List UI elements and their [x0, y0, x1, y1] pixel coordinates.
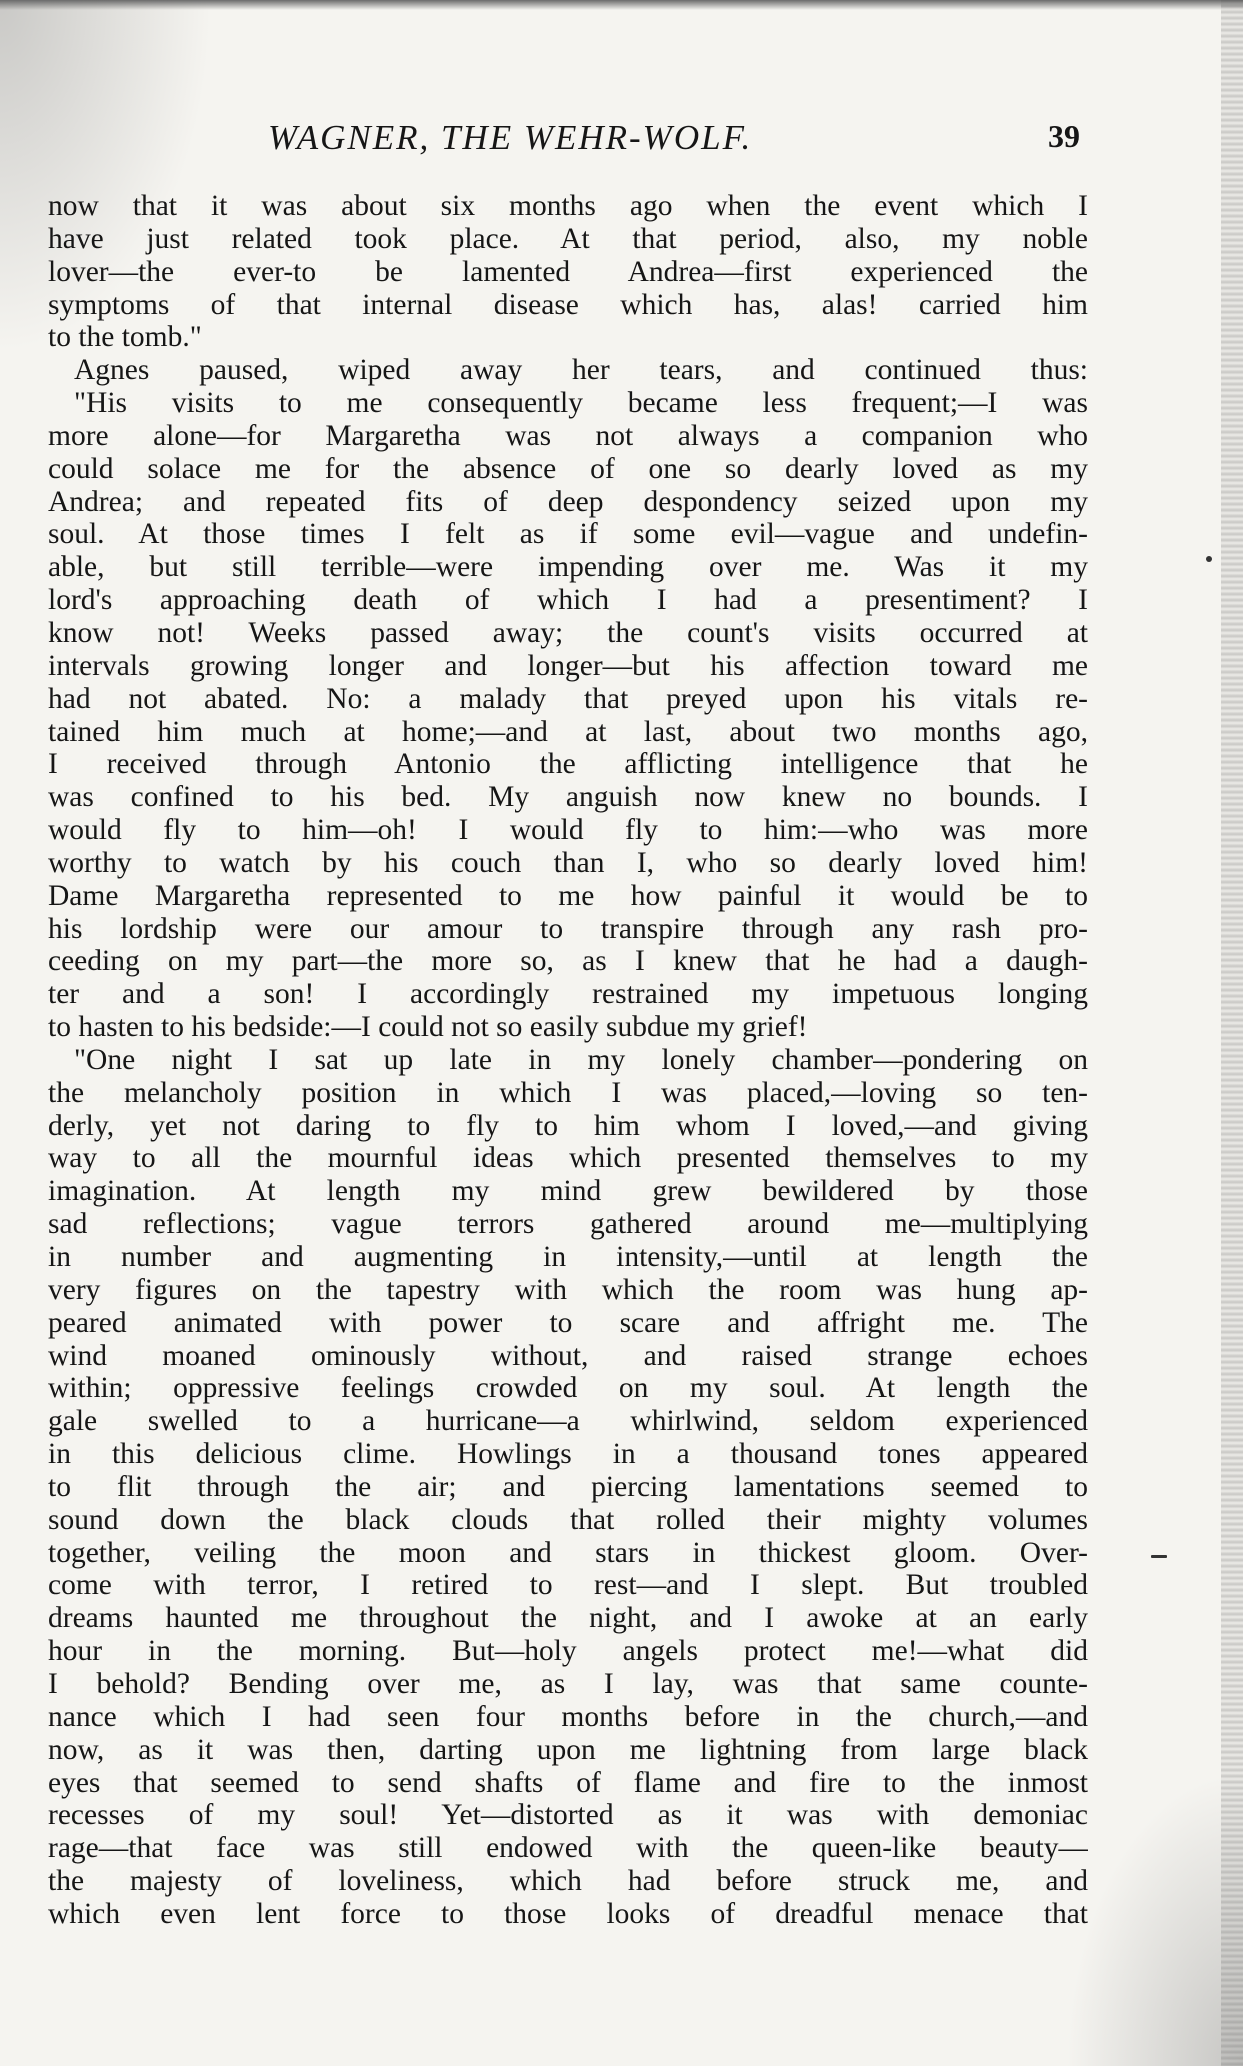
- text-line: know not! Weeks passed away; the count's visits occurred at: [48, 616, 1088, 649]
- text-line: more alone—for Margaretha was not always a companion who: [48, 419, 1088, 452]
- text-line: peared animated with power to scare and affright me. The: [48, 1306, 1088, 1339]
- text-line: have just related took place. At that period, also, my noble: [48, 222, 1088, 255]
- text-line: had not abated. No: a malady that preyed upon his vitals re-: [48, 682, 1088, 715]
- text-line: Dame Margaretha represented to me how painful it would be to: [48, 879, 1088, 912]
- text-line: was confined to his bed. My anguish now knew no bounds. I: [48, 781, 1088, 814]
- text-line: come with terror, I retired to rest—and I slept. But troubled: [48, 1569, 1088, 1602]
- text-line: within; oppressive feelings crowded on my soul. At length the: [48, 1372, 1088, 1405]
- text-line: lover—the ever-to be lamented Andrea—first experienced the: [48, 255, 1088, 288]
- text-line: "His visits to me consequently became less frequent;—I was: [74, 387, 1088, 420]
- text-line: his lordship were our amour to transpire through any rash pro-: [48, 912, 1088, 945]
- text-line: hour in the morning. But—holy angels protect me!—what did: [48, 1635, 1088, 1668]
- running-head: WAGNER, THE WEHR-WOLF.: [268, 118, 753, 157]
- text-line: now that it was about six months ago when the event which I: [48, 190, 1088, 222]
- page-header: [50, 118, 1080, 158]
- text-line: derly, yet not daring to fly to him whom I loved,—and giving: [48, 1109, 1088, 1142]
- ink-speck: [1151, 1555, 1167, 1558]
- text-line: together, veiling the moon and stars in thickest gloom. Over-: [48, 1536, 1088, 1569]
- text-line: very figures on the tapestry with which the room was hung ap-: [48, 1273, 1088, 1306]
- text-line: would fly to him—oh! I would fly to him:—who was more: [48, 814, 1088, 847]
- text-line: to flit through the air; and piercing lamentations seemed to: [48, 1470, 1088, 1503]
- text-line: to the tomb.": [48, 321, 202, 354]
- text-line: worthy to watch by his couch than I, who so dearly loved him!: [48, 846, 1088, 879]
- text-line: recesses of my soul! Yet—distorted as it was with demoniac: [48, 1799, 1088, 1832]
- text-line: could solace me for the absence of one so dearly loved as my: [48, 452, 1088, 485]
- text-line: the melancholy position in which I was placed,—loving so ten-: [48, 1076, 1088, 1109]
- text-line: dreams haunted me throughout the night, and I awoke at an early: [48, 1602, 1088, 1635]
- text-line: in this delicious clime. Howlings in a thousand tones appeared: [48, 1438, 1088, 1471]
- text-line: Agnes paused, wiped away her tears, and continued thus:: [74, 354, 1088, 387]
- text-line: rage—that face was still endowed with the queen-like beauty—: [48, 1832, 1088, 1865]
- page-number: 39: [1048, 118, 1080, 154]
- ink-speck: [1206, 556, 1212, 562]
- text-line: now, as it was then, darting upon me lightning from large black: [48, 1733, 1088, 1766]
- scan-top-edge: [0, 0, 1243, 10]
- body-text: [48, 190, 1088, 1931]
- text-line: soul. At those times I felt as if some evil—vague and undefin-: [48, 518, 1088, 551]
- text-line: sound down the black clouds that rolled their mighty volumes: [48, 1503, 1088, 1536]
- text-line: ter and a son! I accordingly restrained my impetuous longing: [48, 978, 1088, 1011]
- text-line: lord's approaching death of which I had a presentiment? I: [48, 584, 1088, 617]
- text-line: sad reflections; vague terrors gathered around me—multiplying: [48, 1208, 1088, 1241]
- text-line: able, but still terrible—were impending over me. Was it my: [48, 551, 1088, 584]
- text-line: wind moaned ominously without, and raised strange echoes: [48, 1339, 1088, 1372]
- text-line: imagination. At length my mind grew bewildered by those: [48, 1175, 1088, 1208]
- scan-right-edge: [1221, 0, 1243, 2066]
- text-line: "One night I sat up late in my lonely chamber—pondering on: [74, 1043, 1088, 1076]
- text-line: which even lent force to those looks of dreadful menace that: [48, 1897, 1088, 1930]
- text-line: I behold? Bending over me, as I lay, was that same counte-: [48, 1667, 1088, 1700]
- text-line: in number and augmenting in intensity,—until at length the: [48, 1241, 1088, 1273]
- text-line: intervals growing longer and longer—but his affection toward me: [48, 649, 1088, 682]
- text-line: I received through Antonio the afflicting intelligence that he: [48, 748, 1088, 781]
- text-line: gale swelled to a hurricane—a whirlwind, seldom experienced: [48, 1405, 1088, 1438]
- text-line: ceeding on my part—the more so, as I knew that he had a daugh-: [48, 945, 1088, 978]
- text-line: the majesty of loveliness, which had before struck me, and: [48, 1865, 1088, 1898]
- text-line: symptoms of that internal disease which has, alas! carried him: [48, 288, 1088, 321]
- text-line: tained him much at home;—and at last, about two months ago,: [48, 715, 1088, 748]
- text-line: way to all the mournful ideas which presented themselves to my: [48, 1142, 1088, 1175]
- text-line: Andrea; and repeated fits of deep despondency seized upon my: [48, 485, 1088, 518]
- text-line: to hasten to his bedside:—I could not so easily subdue my grief!: [48, 1011, 808, 1044]
- text-line: nance which I had seen four months before in the church,—and: [48, 1700, 1088, 1733]
- text-line: eyes that seemed to send shafts of flame and fire to the inmost: [48, 1766, 1088, 1799]
